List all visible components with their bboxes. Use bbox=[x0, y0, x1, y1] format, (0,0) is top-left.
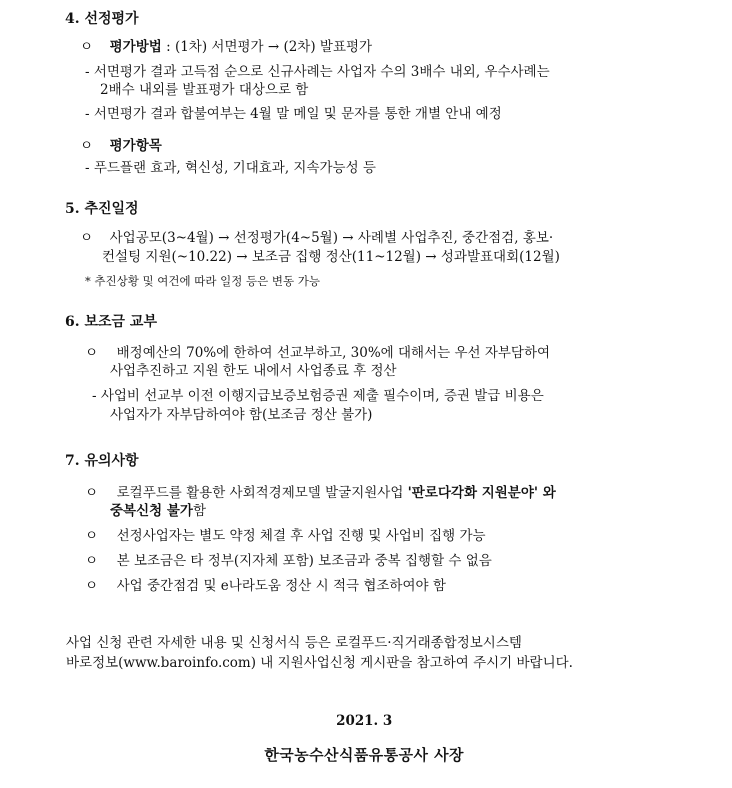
section-7-heading: 7. 유의사항 bbox=[65, 453, 139, 469]
bullet: ㅇ bbox=[80, 39, 94, 55]
section-5-line-2: 컨설팅 지원(~10.22) → 보조금 집행 정산(11~12월) → 성과발표대회(12월) bbox=[102, 249, 560, 265]
section-6-detail-1b: 사업자가 자부담하여야 함(보조금 정산 불가) bbox=[110, 407, 373, 423]
caution-3-text: 본 보조금은 타 정부(지자체 포함) 보조금과 중복 집행할 수 없음 bbox=[116, 553, 492, 569]
section-4-items bbox=[80, 137, 162, 155]
section-6-heading: 6. 보조금 교부 bbox=[65, 314, 157, 330]
caution-2-text: 선정사업자는 별도 약정 체결 후 사업 진행 및 사업비 집행 가능 bbox=[116, 528, 486, 544]
bullet: ㅇ bbox=[85, 485, 99, 501]
method-text: : (1차) 서면평가 → (2차) 발표평가 bbox=[161, 39, 373, 55]
section-4-detail-2: - 서면평가 결과 합불여부는 4월 말 메일 및 문자를 통한 개별 안내 예정 bbox=[85, 106, 502, 122]
section-7-bullet-2 bbox=[85, 527, 486, 545]
duplicate-not-allowed: 중복신청 불가 bbox=[110, 503, 193, 519]
section-7-bullet-4 bbox=[85, 577, 446, 595]
caution-1-text: 로컬푸드를 활용한 사회적경제모델 발굴지원사업 bbox=[116, 485, 408, 501]
bullet: ㅇ bbox=[85, 345, 99, 361]
section-7-bullet-1-line-2 bbox=[110, 502, 206, 520]
section-4-heading: 4. 선정평가 bbox=[65, 11, 139, 27]
section-4-items-text: - 푸드플랜 효과, 혁신성, 기대효과, 지속가능성 등 bbox=[85, 160, 376, 176]
subsidy-text-1: 배정예산의 70%에 한하여 선교부하고, 30%에 대해서는 우선 자부담하여 bbox=[116, 345, 551, 361]
schedule-text-1: 사업공모(3~4월) → 선정평가(4~5월) → 사례별 사업추진, 중간점검, 홍보· bbox=[109, 230, 554, 246]
section-4-detail-1a: - 서면평가 결과 고득점 순으로 신규사례는 사업자 수의 3배수 내외, 우수사례는 bbox=[85, 64, 550, 80]
closing-line-2: 바로정보(www.baroinfo.com) 내 지원사업신청 게시판을 참고하여 주시기 바랍니다. bbox=[66, 655, 573, 671]
section-5-note: * 추진상황 및 여건에 따라 일정 등은 변동 가능 bbox=[85, 274, 320, 288]
signer-name: 한국농수산식품유통공사 사장 bbox=[264, 746, 464, 764]
section-5-line-1 bbox=[80, 229, 553, 247]
bullet: ㅇ bbox=[85, 578, 99, 594]
bullet: ㅇ bbox=[85, 553, 99, 569]
section-7-bullet-3 bbox=[85, 552, 492, 570]
section-5-heading: 5. 추진일정 bbox=[65, 201, 139, 217]
section-4-detail-1b: 2배수 내외를 발표평가 대상으로 함 bbox=[100, 82, 309, 98]
section-6-detail-1a: - 사업비 선교부 이전 이행지급보증보험증권 제출 필수이며, 증권 발급 비용은 bbox=[92, 388, 544, 404]
caution-4-text: 사업 중간점검 및 e나라도움 정산 시 적극 협조하여야 함 bbox=[116, 578, 446, 594]
bullet: ㅇ bbox=[80, 138, 94, 154]
closing-line-1: 사업 신청 관련 자세한 내용 및 신청서식 등은 로컬푸드·직거래종합정보시스템 bbox=[66, 635, 522, 651]
section-4-method bbox=[80, 38, 372, 56]
caution-1-end: 함 bbox=[192, 503, 206, 519]
section-7-bullet-1 bbox=[85, 484, 556, 502]
bullet: ㅇ bbox=[85, 528, 99, 544]
section-6-line-2: 사업추진하고 지원 한도 내에서 사업종료 후 정산 bbox=[110, 363, 397, 379]
items-label: 평가항목 bbox=[109, 138, 162, 154]
section-6-line-1 bbox=[85, 344, 550, 362]
document-date: 2021. 3 bbox=[336, 713, 393, 729]
method-label: 평가방법 bbox=[109, 39, 162, 55]
bullet: ㅇ bbox=[80, 230, 94, 246]
caution-1-bold: '판로다각화 지원분야' 와 bbox=[407, 485, 556, 501]
